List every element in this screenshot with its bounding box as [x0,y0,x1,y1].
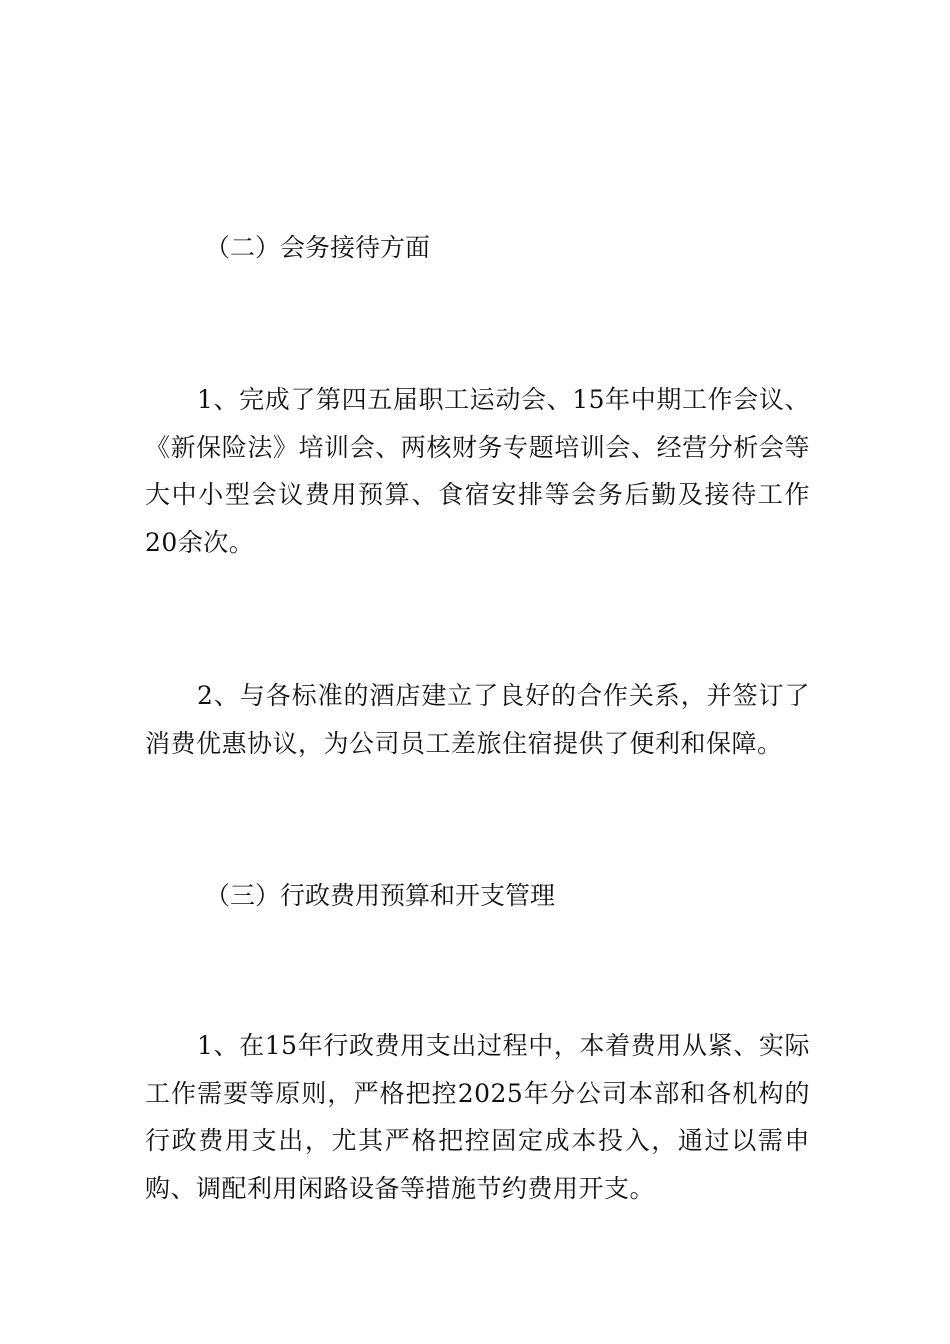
paragraph-meetings-item-1: 1、完成了第四五届职工运动会、15年中期工作会议、《新保险法》培训会、两核财务专题培训会、经营分析会等大中小型会议费用预算、食宿安排等会务后勤及接待工作20余次。 [145,385,810,557]
paragraph-meetings-item-2: 2、与各标准的酒店建立了良好的合作关系，并签订了消费优惠协议，为公司员工差旅住宿提供了便利和保障。 [145,681,810,758]
paragraph-budget-item-1: 1、在15年行政费用支出过程中，本着费用从紧、实际工作需要等原则，严格把控2025年分公司本部和各机构的行政费用支出，尤其严格把控固定成本投入，通过以需申购、调配利用闲路设备等措施节约费用开支。 [145,1031,810,1203]
section-heading-budget: （三）行政费用预算和开支管理 [205,881,556,910]
section-heading-meetings: （二）会务接待方面 [205,233,431,262]
